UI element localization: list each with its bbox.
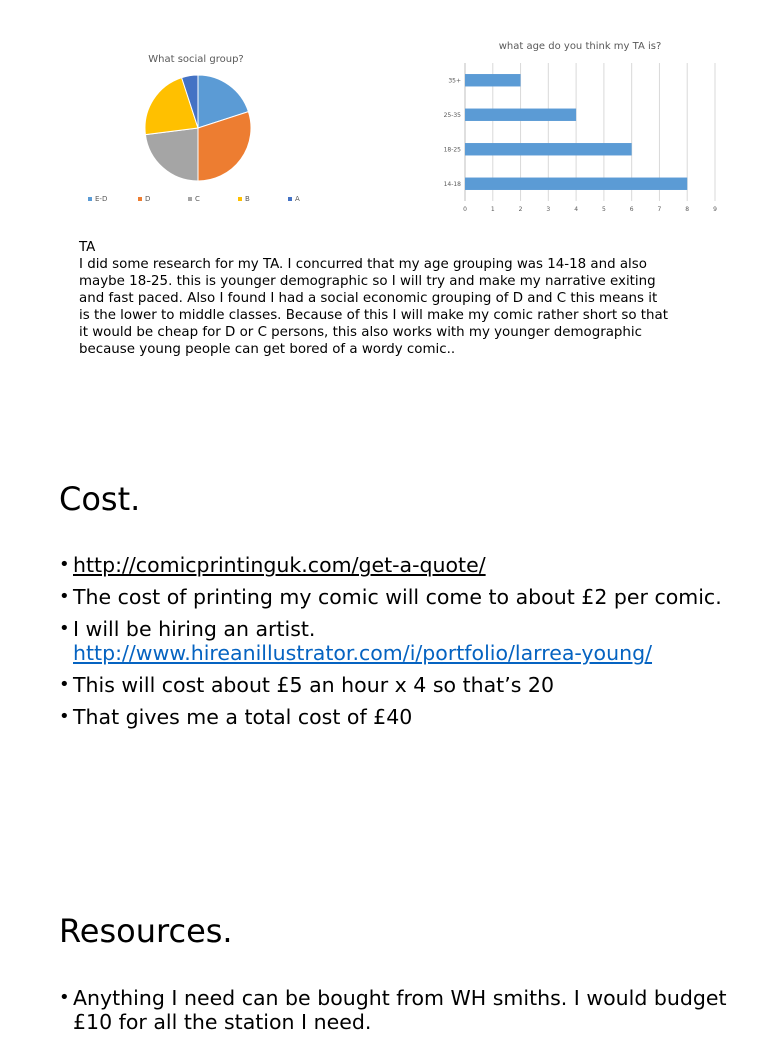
pie-chart-legend bbox=[88, 195, 338, 203]
artist-cost-text: This will cost about £5 an hour x 4 so that’s 20 bbox=[73, 673, 555, 697]
legend-label: E-D bbox=[95, 195, 108, 203]
list-item bbox=[59, 673, 739, 697]
legend-label: C bbox=[195, 195, 200, 203]
legend-item bbox=[288, 195, 338, 203]
x-tick-label: 7 bbox=[657, 206, 662, 213]
list-item bbox=[59, 986, 739, 1034]
cost-list bbox=[59, 553, 739, 737]
resources-text: Anything I need can be bought from WH smiths. I would budget £10 for all the station I need. bbox=[73, 986, 727, 1034]
list-item bbox=[59, 553, 739, 577]
x-tick-label: 8 bbox=[685, 206, 690, 213]
list-item bbox=[59, 585, 739, 609]
legend-swatch bbox=[288, 197, 292, 201]
bar-chart bbox=[430, 60, 730, 220]
legend-label: A bbox=[295, 195, 300, 203]
ta-heading: TA bbox=[79, 240, 96, 255]
pie-chart-title: What social group? bbox=[148, 54, 244, 65]
legend-item bbox=[88, 195, 138, 203]
x-tick-label: 0 bbox=[463, 206, 467, 213]
printing-cost-text: The cost of printing my comic will come to about £2 per comic. bbox=[73, 585, 722, 609]
bar-25-35 bbox=[465, 109, 576, 121]
legend-swatch bbox=[188, 197, 192, 201]
x-tick-label: 3 bbox=[546, 206, 551, 213]
y-tick-label: 35+ bbox=[448, 77, 461, 85]
comic-printing-link[interactable]: http://comicprintinguk.com/get-a-quote/ bbox=[73, 553, 486, 577]
x-tick-label: 2 bbox=[518, 206, 523, 213]
legend-item bbox=[238, 195, 288, 203]
x-tick-label: 1 bbox=[490, 206, 495, 213]
legend-label: D bbox=[145, 195, 151, 203]
y-tick-label: 18-25 bbox=[443, 146, 461, 154]
x-tick-label: 9 bbox=[713, 206, 717, 213]
legend-swatch bbox=[88, 197, 92, 201]
y-tick-label: 25-35 bbox=[443, 111, 461, 119]
x-tick-label: 4 bbox=[574, 206, 579, 213]
legend-swatch bbox=[238, 197, 242, 201]
list-item bbox=[59, 705, 739, 729]
legend-label: B bbox=[245, 195, 250, 203]
cost-heading: Cost. bbox=[59, 480, 141, 518]
bar-35+ bbox=[465, 74, 521, 86]
bar-chart-title: what age do you think my TA is? bbox=[498, 41, 662, 52]
bar-14-18 bbox=[465, 178, 687, 190]
legend-swatch bbox=[138, 197, 142, 201]
y-tick-label: 14-18 bbox=[443, 180, 461, 188]
ta-paragraph: I did some research for my TA. I concurred that my age grouping was 14-18 and also maybe 18-25. this is younger demographic so I will try and make my narrative exiting and fast paced. Also I found I had a social economic grouping of D and C this means it is the lower to middle classes. Because of this I will make my comic rather short so that it would be cheap for D or C persons, this also works with my younger demographic because young people can get bored of a wordy comic.. bbox=[79, 257, 668, 357]
ta-section bbox=[79, 239, 669, 358]
illustrator-link[interactable]: http://www.hireanillustrator.com/i/portfolio/larrea-young/ bbox=[73, 641, 653, 665]
bar-18-25 bbox=[465, 143, 632, 155]
pie-slice-c bbox=[145, 128, 198, 181]
pie-chart bbox=[140, 70, 256, 186]
resources-heading: Resources. bbox=[59, 912, 233, 950]
list-item bbox=[59, 617, 739, 665]
x-tick-label: 5 bbox=[601, 206, 606, 213]
hiring-artist-text: I will be hiring an artist. bbox=[73, 617, 316, 641]
legend-item bbox=[188, 195, 238, 203]
resources-list bbox=[59, 986, 739, 1042]
total-cost-text: That gives me a total cost of £40 bbox=[73, 705, 413, 729]
x-tick-label: 6 bbox=[629, 206, 634, 213]
legend-item bbox=[138, 195, 188, 203]
